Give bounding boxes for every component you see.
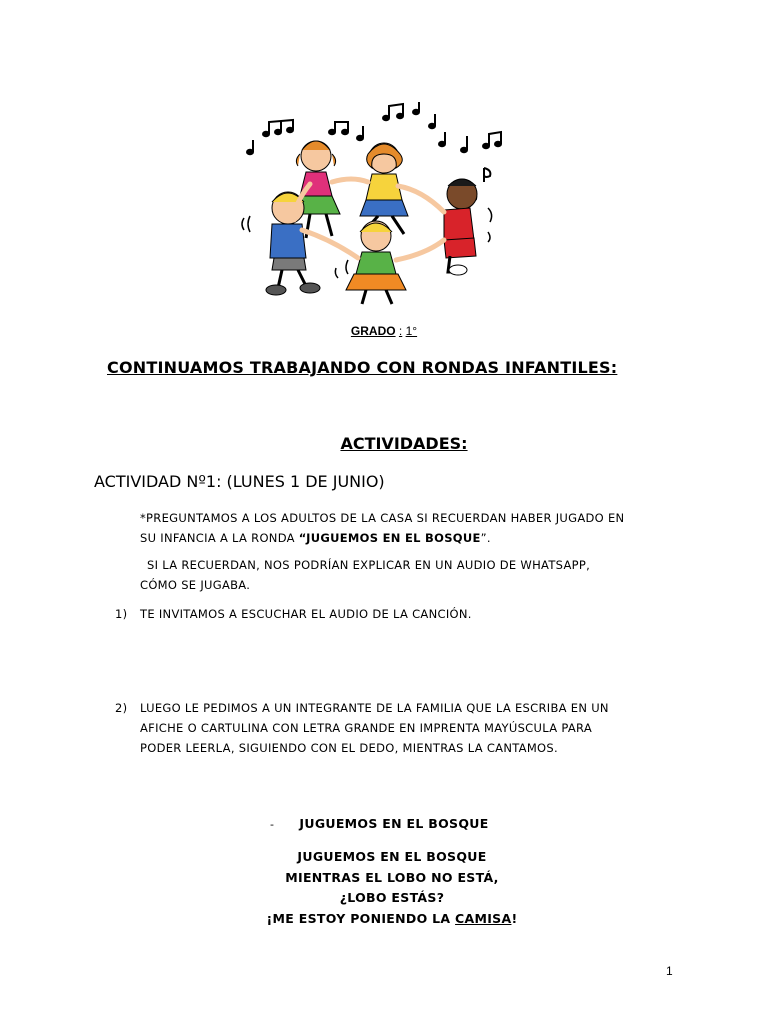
song-lyrics — [0, 847, 768, 929]
page-number: 1 — [666, 964, 673, 978]
song-name-bold: “JUGUEMOS EN EL BOSQUE — [298, 531, 481, 545]
paragraph-2-line-2: CÓMO SE JUGABA. — [140, 578, 251, 592]
list-item-number: 2) — [115, 701, 128, 715]
grade-separator: : — [398, 324, 403, 338]
activities-heading: ACTIVIDADES: — [340, 434, 468, 453]
children-ronda-illustration — [236, 98, 526, 310]
list-item-text-line-2: AFICHE O CARTULINA CON LETRA GRANDE EN IMPRENTA MAYÚSCULA PARA — [140, 721, 592, 735]
list-item-text: TE INVITAMOS A ESCUCHAR EL AUDIO DE LA CANCIÓN. — [140, 607, 472, 621]
paragraph-1-line-2-suffix: ”. — [480, 531, 491, 545]
list-item — [115, 604, 472, 624]
song-dash: - — [270, 818, 274, 831]
paragraph-1-line-1: *PREGUNTAMOS A LOS ADULTOS DE LA CASA SI RECUERDAN HABER JUGADO EN — [140, 511, 625, 525]
child-red-shirt-icon — [444, 179, 477, 275]
song-line-3: ¿LOBO ESTÁS? — [339, 890, 445, 905]
list-item-number: 1) — [115, 607, 128, 621]
song-line-4-prefix: ¡ME ESTOY PONIENDO LA — [266, 910, 456, 926]
paragraph-2-line-1: SI LA RECUERDAN, NOS PODRÍAN EXPLICAR EN UN AUDIO DE WHATSAPP, — [147, 558, 591, 572]
music-notes-icon — [247, 102, 501, 182]
instruction-paragraph-2 — [140, 555, 590, 595]
child-green-shirt-icon — [346, 221, 406, 304]
instruction-paragraph-1 — [140, 508, 624, 548]
grade-line — [0, 324, 768, 338]
song-line-4-suffix: ! — [511, 910, 518, 926]
child-pink-dress-icon — [294, 141, 340, 238]
song-line-4-underlined-word: CAMISA — [455, 910, 512, 926]
list-item — [115, 698, 609, 758]
list-item-text-line-3: PODER LEERLA, SIGUIENDO CON EL DEDO, MIENTRAS LA CANTAMOS. — [140, 741, 558, 755]
grade-value: 1° — [405, 324, 418, 338]
song-line-1: JUGUEMOS EN EL BOSQUE — [297, 849, 487, 864]
song-title: JUGUEMOS EN EL BOSQUE — [299, 816, 489, 831]
song-line-4 — [16, 909, 768, 930]
paragraph-1-line-2-text: SU INFANCIA A LA RONDA — [140, 531, 299, 545]
list-item-text-line-1: LUEGO LE PEDIMOS A UN INTEGRANTE DE LA FAMILIA QUE LA ESCRIBA EN UN — [140, 701, 609, 715]
song-line-2: MIENTRAS EL LOBO NO ESTÁ, — [285, 869, 499, 885]
paragraph-1-line-2 — [140, 528, 624, 548]
page-title: CONTINUAMOS TRABAJANDO CON RONDAS INFANTILES: — [107, 358, 618, 377]
grade-label: GRADO — [350, 324, 396, 338]
activity-1-heading: ACTIVIDAD Nº1: (LUNES 1 DE JUNIO) — [94, 472, 385, 491]
